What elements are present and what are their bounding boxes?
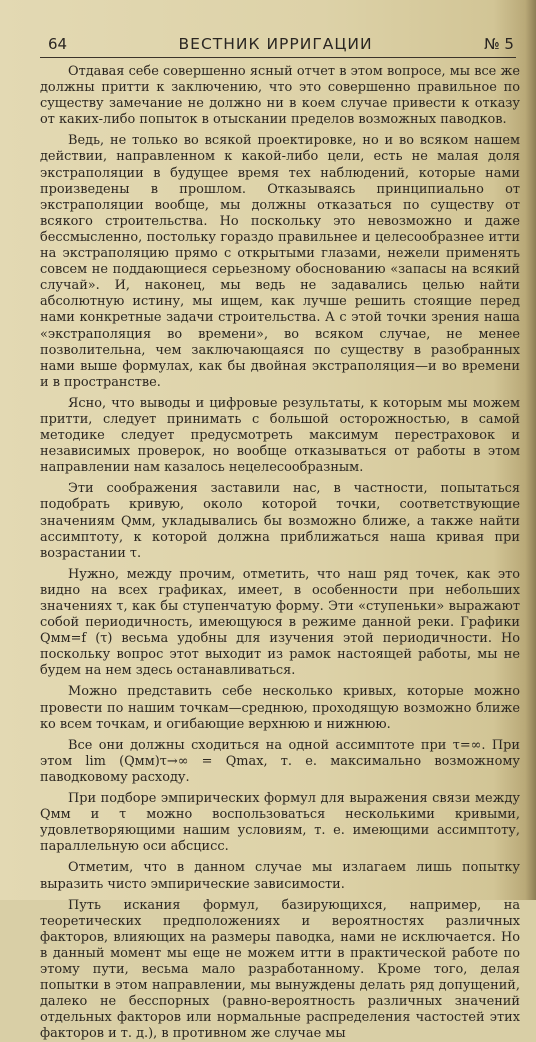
body-text	[40, 64, 520, 1042]
page-number: 64	[48, 35, 68, 53]
paragraph: Ведь, не только во всякой проектировке, но и во всяком нашем действии, направленном к какой-либо цели, есть не малая доля экстраполяции в будущее время тех наблюдений, которые нами произведены в прошлом. Отказываясь принципиально от экстраполяции вообще, мы должны отказаться по существу от всякого строительства. Но поскольку это невозможно и даже бессмысленно, постольку гораздо правильнее и целесообразнее итти на экстраполяцию прямо с открытыми глазами, нежели применять совсем не поддающиеся серьезному обоснованию «запасы на всякий случай». И, наконец, мы ведь не задавались целью найти абсолютную истину, мы ищем, как лучше решить стоящие перед нами конкретные задачи строительства. А с этой точки зрения наша «экстраполяция во времени», во всяком случае, не менее позволительна, чем заключающаяся по существу в разобранных нами выше формулах, как бы двойная экстраполяция—и во времени и в пространстве.	[40, 133, 520, 390]
issue-number: № 5	[484, 35, 514, 53]
paragraph: Отметим, что в данном случае мы излагаем лишь попытку выразить чисто эмпирические зависимости.	[40, 860, 520, 892]
paragraph: Ясно, что выводы и цифровые результаты, к которым мы можем притти, следует принимать с большой осторожностью, в самой методике следует предусмотреть максимум перестраховок и независимых проверок, но вообще отказываться от работы в этом направлении нам казалось нецелесообразным.	[40, 395, 520, 476]
paragraph: Путь искания формул, базирующихся, например, на теоретических предположениях и вероятностях различных факторов, влияющих на размеры паводка, нами не исключается. Но в данный момент мы еще не можем итти в практической работе по этому пути, весьма мало разработанному. Кроме того, делая попытки в этом направлении, мы вынуждены делать ряд допущений, далеко не бесспорных (равно-вероятность различных значений отдельных факторов или нормальные распределения частостей этих факторов и т. д.), в противном же случае мы	[40, 897, 520, 1042]
paragraph: Эти соображения заставили нас, в частности, попытаться подобрать кривую, около которой точки, соответствующие значениям Qмм, укладывались бы возможно ближе, а также найти ассимптоту, к которой должна приближаться наша кривая при возрастании τ.	[40, 481, 520, 561]
paragraph: Отдавая себе совершенно ясный отчет в этом вопросе, мы все же должны притти к заключению, что это совершенно правильное по существу замечание не должно ни в коем случае привести к отказу от каких-либо попыток в отыскании пределов возможных паводков.	[40, 64, 520, 128]
paragraph: Все они должны сходиться на одной ассимптоте при τ=∞. При этом lim (Qмм)τ→∞ = Qmax, т. е. максимально возможному паводковому расходу.	[40, 737, 520, 785]
paragraph: Нужно, между прочим, отметить, что наш ряд точек, как это видно на всех графиках, имеет, в особенности при небольших значениях τ, как бы ступенчатую форму. Эти «ступеньки» выражают собой периодичность, имеющуюся в режиме данной реки. Графики Qмм=f (τ) весьма удобны для изучения этой периодичности. Но поскольку вопрос этот выходит из рамок настоящей работы, мы не будем на нем здесь останавливаться.	[40, 566, 520, 679]
paragraph: Можно представить себе несколько кривых, которые можно провести по нашим точкам—среднюю, проходящую возможно ближе ко всем точкам, и огибающие верхнюю и нижнюю.	[40, 684, 520, 732]
paragraph: При подборе эмпирических формул для выражения связи между Qмм и τ можно воспользоваться несколькими кривыми, удовлетворяющими нашим условиям, т. е. имеющими ассимптоту, параллельную оси абсцисс.	[40, 791, 520, 855]
header-rule	[40, 57, 516, 58]
page-header	[48, 35, 514, 57]
journal-title: ВЕСТНИК ИРРИГАЦИИ	[178, 35, 373, 53]
